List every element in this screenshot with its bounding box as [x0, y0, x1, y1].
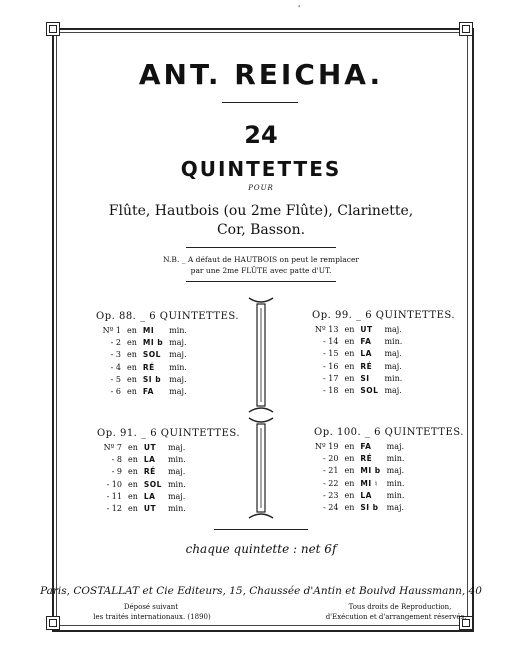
- opus-91-table: [97, 442, 189, 515]
- key-name: SI b: [360, 503, 379, 513]
- key-name: LA: [360, 349, 372, 359]
- en-label: en: [344, 454, 355, 464]
- en-label: en: [344, 337, 355, 347]
- work-number: - 4: [110, 362, 121, 372]
- mode-label: min.: [384, 337, 403, 347]
- key-name: MI b: [142, 338, 164, 348]
- en-label: en: [128, 491, 138, 501]
- opus-100-title: Op. 100. _ 6 QUINTETTES.: [314, 427, 464, 438]
- key-name: LA: [143, 455, 156, 465]
- en-label: en: [127, 326, 137, 335]
- key-name: FA: [360, 337, 372, 347]
- mode-label: maj.: [384, 325, 402, 334]
- note-line-1: N.B. _ A défaut de HAUTBOIS on peut le remplacer: [162, 255, 360, 264]
- table-row: [312, 348, 405, 360]
- table-row: [97, 491, 189, 503]
- table-row: [96, 374, 190, 386]
- corner-ornament-bottom-left: [46, 616, 60, 630]
- en-label: en: [344, 503, 355, 513]
- key-name: LA: [143, 491, 156, 501]
- key-name: SOL: [142, 350, 161, 360]
- en-label: en: [344, 386, 355, 396]
- en-label: en: [128, 479, 138, 489]
- opus-88-table: [96, 325, 190, 398]
- instruments-line-2: Cor, Basson.: [216, 222, 306, 238]
- work-number: - 12: [106, 504, 122, 514]
- mode-label: maj.: [167, 467, 186, 477]
- price-note: chaque quintette : net 6f: [185, 542, 337, 556]
- work-number: - 22: [323, 478, 339, 488]
- table-row: [97, 454, 189, 466]
- en-label: en: [344, 478, 355, 488]
- table-row: [96, 386, 190, 398]
- key-name: MI b: [360, 466, 381, 476]
- table-row: [96, 337, 190, 349]
- mode-label: min.: [384, 373, 403, 383]
- work-number: - 23: [323, 490, 339, 500]
- rights-line-1: Tous droits de Reproduction,: [348, 603, 452, 611]
- key-name: RÉ: [142, 362, 155, 372]
- mode-label: maj.: [384, 349, 402, 359]
- en-label: en: [127, 387, 137, 397]
- mode-label: maj.: [384, 361, 402, 371]
- en-label: en: [128, 443, 138, 452]
- mode-label: min.: [167, 479, 186, 489]
- key-name: MI ♮: [360, 478, 378, 488]
- table-row: [312, 324, 405, 336]
- work-number: - 3: [110, 350, 121, 360]
- key-name: FA: [360, 442, 372, 451]
- work-number: Nº 1: [102, 326, 121, 335]
- en-label: en: [344, 442, 355, 451]
- key-name: SOL: [143, 479, 162, 489]
- opus-99-table: [312, 324, 405, 397]
- key-name: RÉ: [360, 454, 373, 464]
- table-row: [312, 453, 407, 465]
- instruments-line-1: Flûte, Hautbois (ou 2me Flûte), Clarinette,: [108, 203, 414, 219]
- mode-label: maj.: [384, 386, 402, 396]
- key-name: SI b: [142, 374, 162, 384]
- en-label: en: [127, 362, 137, 372]
- table-row: [97, 466, 189, 478]
- mode-label: maj.: [167, 443, 186, 452]
- key-name: RÉ: [143, 467, 156, 477]
- table-row: [96, 349, 190, 361]
- table-row: [312, 465, 407, 477]
- divider-ornament-lower: [248, 416, 274, 520]
- work-number: - 11: [106, 491, 122, 501]
- work-number: - 8: [111, 455, 122, 465]
- publisher-imprint: Paris, COSTALLAT et Cie Editeurs, 15, Chaussée d'Antin et Boulvd Haussmann, 40: [40, 585, 482, 597]
- en-label: en: [344, 325, 355, 334]
- table-row: [312, 478, 407, 490]
- mode-label: min.: [169, 326, 187, 335]
- work-number: - 18: [323, 386, 339, 396]
- en-label: en: [344, 490, 355, 500]
- mode-label: maj.: [386, 503, 404, 513]
- en-label: en: [127, 338, 137, 348]
- work-number: Nº 19: [315, 442, 339, 451]
- rights-line-2: d'Exécution et d'arrangement réservés.: [325, 613, 467, 621]
- mode-label: maj.: [169, 374, 187, 384]
- mode-label: maj.: [386, 466, 404, 476]
- key-name: UT: [360, 325, 373, 334]
- key-name: LA: [360, 490, 372, 500]
- mode-label: maj.: [167, 491, 186, 501]
- table-row: [312, 441, 407, 453]
- note-line-2: par une 2me FLÛTE avec patte d'UT.: [190, 266, 332, 275]
- composer-name: ANT. REICHA.: [138, 58, 384, 91]
- work-number: Nº 13: [315, 325, 339, 334]
- quintet-count: 24: [244, 121, 278, 149]
- key-name: MI: [142, 326, 155, 335]
- mode-label: min.: [386, 490, 405, 500]
- table-row: [97, 442, 189, 454]
- table-row: [312, 336, 405, 348]
- en-label: en: [344, 349, 355, 359]
- work-number: Nº 7: [103, 443, 122, 452]
- en-label: en: [127, 350, 137, 360]
- opus-99-title: Op. 99. _ 6 QUINTETTES.: [312, 310, 456, 321]
- mode-label: min.: [167, 455, 186, 465]
- table-row: [312, 502, 407, 514]
- key-name: UT: [143, 504, 157, 514]
- table-row: [96, 362, 190, 374]
- work-number: - 14: [323, 337, 339, 347]
- table-row: [97, 503, 189, 515]
- composer-rule: [222, 102, 298, 103]
- key-name: SI: [360, 373, 370, 383]
- header-mark: ': [298, 4, 301, 13]
- opus-91-title: Op. 91. _ 6 QUINTETTES.: [97, 428, 241, 439]
- table-row: [312, 373, 405, 385]
- en-label: en: [344, 373, 355, 383]
- work-number: - 15: [323, 349, 339, 359]
- price-rule: [214, 529, 308, 530]
- en-label: en: [128, 504, 138, 514]
- mode-label: min.: [386, 454, 405, 464]
- table-row: [312, 361, 405, 373]
- opus-88-title: Op. 88. _ 6 QUINTETTES.: [96, 311, 240, 322]
- key-name: RÉ: [360, 361, 373, 371]
- work-number: - 10: [106, 479, 122, 489]
- corner-ornament-top-right: [459, 22, 473, 36]
- mode-label: min.: [167, 504, 186, 514]
- en-label: en: [344, 361, 355, 371]
- key-name: FA: [142, 387, 154, 397]
- work-number: - 2: [110, 338, 121, 348]
- corner-ornament-top-left: [46, 22, 60, 36]
- work-number: - 5: [110, 374, 121, 384]
- note-rule-bottom: [186, 281, 336, 282]
- work-number: - 16: [323, 361, 339, 371]
- key-name: UT: [143, 443, 157, 452]
- legal-deposit-line-1: Déposé suivant: [123, 603, 179, 611]
- mode-label: min.: [386, 478, 405, 488]
- mode-label: min.: [169, 362, 187, 372]
- genre-title: QUINTETTES: [180, 157, 342, 181]
- table-row: [97, 479, 189, 491]
- table-row: [312, 490, 407, 502]
- pour-label: POUR: [248, 184, 274, 192]
- table-row: [96, 325, 190, 337]
- work-number: - 21: [323, 466, 339, 476]
- mode-label: maj.: [169, 350, 187, 360]
- mode-label: maj.: [169, 387, 187, 397]
- work-number: - 24: [323, 503, 339, 513]
- en-label: en: [128, 467, 138, 477]
- mode-label: maj.: [169, 338, 187, 348]
- mode-label: maj.: [386, 442, 404, 451]
- table-row: [312, 385, 405, 397]
- key-name: SOL: [360, 386, 379, 396]
- work-number: - 20: [323, 454, 339, 464]
- work-number: - 6: [110, 387, 121, 397]
- work-number: - 17: [323, 373, 339, 383]
- en-label: en: [127, 374, 137, 384]
- work-number: - 9: [111, 467, 122, 477]
- legal-deposit-line-2: les traités internationaux. (1890): [93, 613, 211, 621]
- en-label: en: [128, 455, 138, 465]
- note-rule-top: [186, 247, 336, 248]
- divider-ornament-upper: [248, 296, 274, 414]
- opus-100-table: [312, 441, 407, 514]
- en-label: en: [344, 466, 355, 476]
